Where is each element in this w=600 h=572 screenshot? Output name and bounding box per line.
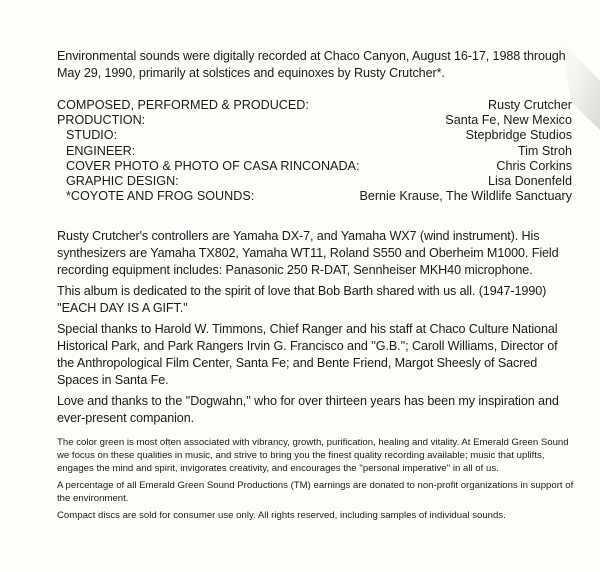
credits-list [57, 98, 572, 204]
love-paragraph: Love and thanks to the ''Dogwahn,'' who for over thirteen years has been my inspiration and ever-present companion. [57, 394, 559, 425]
credit-row [57, 128, 572, 143]
credit-row [57, 159, 572, 174]
credit-role: PRODUCTION: [57, 113, 146, 128]
credit-row [57, 98, 572, 113]
credit-role: STUDIO: [66, 128, 118, 143]
credit-role: *COYOTE AND FROG SOUNDS: [66, 189, 255, 204]
credit-name: Tim Stroh [517, 143, 572, 158]
fine-print [57, 436, 577, 526]
credit-name: Rusty Crutcher [488, 98, 572, 112]
credit-role: COMPOSED, PERFORMED & PRODUCED: [57, 98, 309, 112]
credit-role: ENGINEER: [66, 143, 136, 158]
fine-print-paragraph: Compact discs are sold for consumer use only. All rights reserved, including samples of individual sounds. [57, 510, 506, 521]
credit-role: GRAPHIC DESIGN: [66, 173, 179, 188]
credit-row [57, 144, 572, 159]
intro-line: Environmental sounds were digitally recorded at Chaco Canyon, August 16-17, 1988 through [57, 49, 566, 63]
credit-row [57, 189, 572, 204]
equipment-paragraph: Rusty Crutcher's controllers are Yamaha DX-7, and Yamaha WX7 (wind instrument). His synthesizers are Yamaha TX802, Yamaha WT11, Roland S550 and Oberheim M1000. Field recording equipment includes: Panasonic 250 R-DAT, Sennheiser MKH40 microphone. [57, 229, 559, 277]
intro-line: May 29, 1990, primarily at solstices and equinoxes by Rusty Crutcher*. [57, 66, 445, 80]
credit-name: Chris Corkins [496, 158, 572, 173]
fine-print-paragraph: The color green is most often associated with vibrancy, growth, purification, healing and vitality. At Emerald Green Sound we focus on these qualities in music, and strive to bring you the finest quality recording available; music that uplifts, engages the mind and spirit, invigorates creativity, and encourages the ''personal imperative'' in all of us. [57, 437, 569, 474]
credit-name: Lisa Donenfeld [487, 173, 572, 188]
credit-row [57, 113, 572, 128]
credit-name: Santa Fe, New Mexico [445, 113, 572, 128]
credit-row [57, 174, 572, 189]
credit-role: COVER PHOTO & PHOTO OF CASA RINCONADA: [66, 158, 360, 173]
recording-intro [57, 48, 587, 82]
body-text [57, 228, 577, 431]
thanks-paragraph: Special thanks to Harold W. Timmons, Chief Ranger and his staff at Chaco Culture National Historical Park, and Park Rangers Irvin G. Francisco and ''G.B.''; Caroll Williams, Director of the Anthropological Film Center, Santa Fe; and Bente Friend, Margot Sheesly of Sacred Spaces in Santa Fe. [57, 322, 558, 387]
fine-print-paragraph: A percentage of all Emerald Green Sound Productions (TM) earnings are donated to non-profit organizations in support of the environment. [57, 480, 574, 504]
credit-name: Stepbridge Studios [465, 128, 572, 143]
dedication-paragraph: This album is dedicated to the spirit of love that Bob Barth shared with us all. (1947-1990) ''EACH DAY IS A GIFT.'' [57, 284, 547, 315]
credit-name: Bernie Krause, The Wildlife Sanctuary [359, 189, 572, 204]
